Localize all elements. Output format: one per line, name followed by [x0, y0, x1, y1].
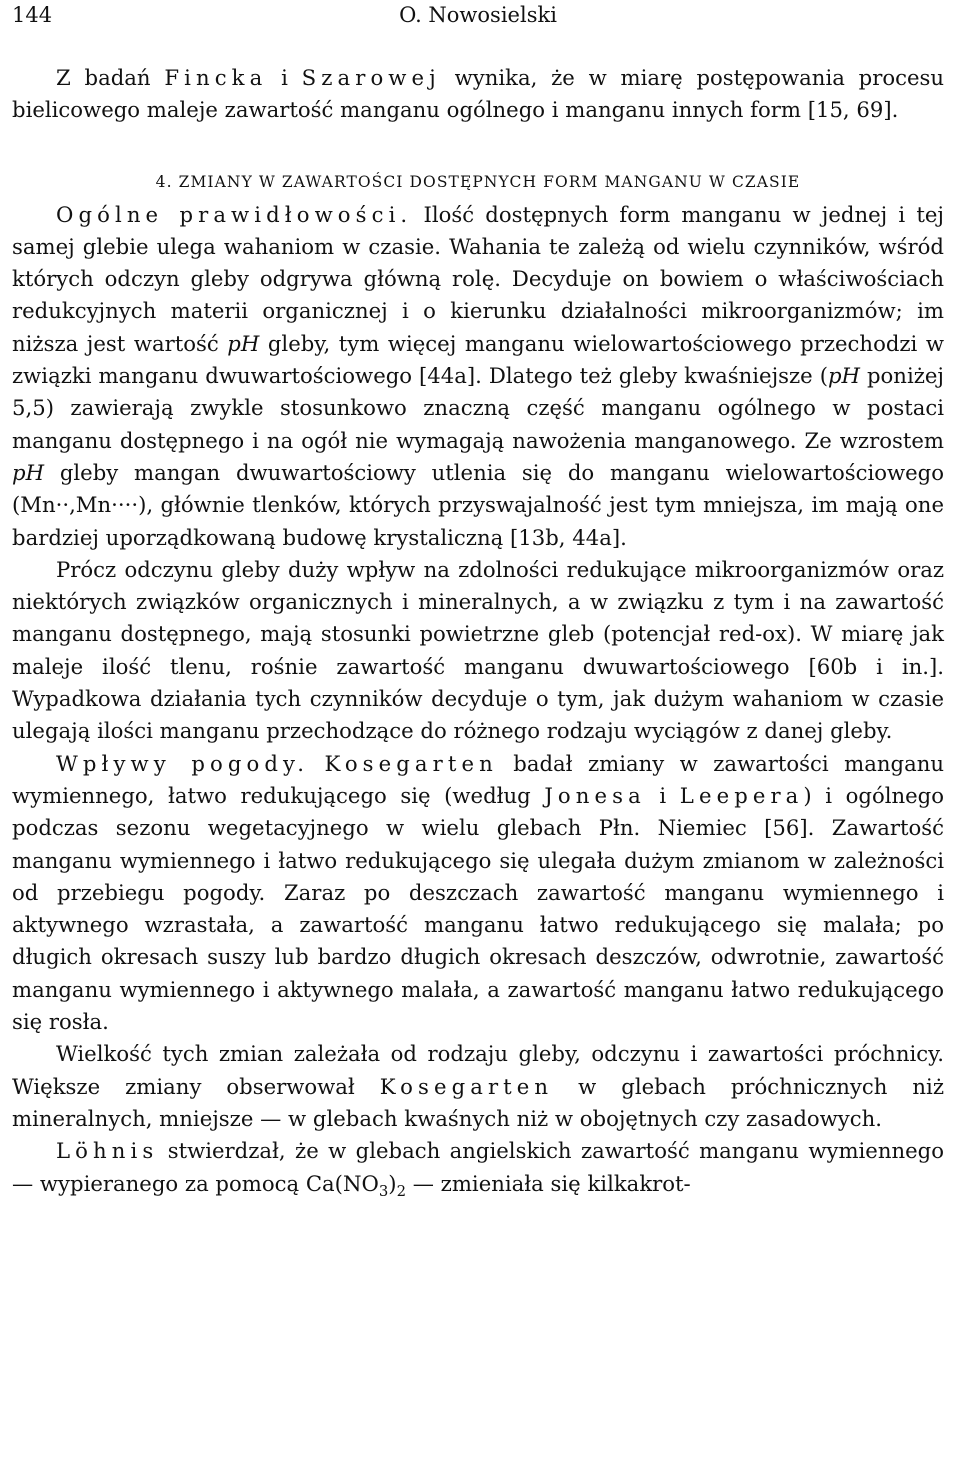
cited-author-szarowej: Szarowej	[301, 65, 441, 90]
paragraph-lohnis: Löhnis stwierdzał, że w glebach angielskich zawartość manganu wymiennego — wypieranego za pomocą $Ca(NO_3)_2$ — zmieniała się kilkakrot-	[12, 1138, 944, 1200]
cited-author-jonesa: Jonesa	[544, 782, 646, 808]
paragraph-weather: Wpływy pogody. Kosegarten badał zmiany w zawartości manganu wymiennego, łatwo redukującego się (według Jonesa i Leepera) i ogólnego podczas sezonu wegetacyjnego w wielu glebach Płn. Niemiec [56]. Zawartość manganu wymiennego i łatwo redukującego się ulegała dużym zmianom w zależności od przebiegu pogody. Zaraz po deszczach zawartość manganu wymiennego i aktywnego wzrastała, a zawartość manganu łatwo redukującego się malała; po długich okresach suszy lub bardzo długich okresach deszczów, odwrotnie, zawartość manganu wymiennego i aktywnego malała, a zawartość manganu łatwo redukującego się rosła.	[12, 750, 944, 1035]
cited-author-fincka: Fincka	[164, 65, 268, 90]
cited-author-kosegarten: Kosegarten	[324, 750, 498, 776]
running-title: O. Nowosielski	[399, 3, 557, 27]
paragraph-lead-general: Ogólne prawidłowości.	[56, 201, 413, 227]
cited-author-kosegarten-2: Kosegarten	[379, 1073, 554, 1099]
intro-paragraph: Z badań Fincka i Szarowej wynika, że w miarę postępowania procesu bielicowego maleje zawartość manganu ogólnego i manganu innych form [15, 69].	[12, 65, 945, 123]
page-number: 144	[12, 3, 53, 27]
paragraph-size-of-changes: Wielkość tych zmian zależała od rodzaju gleby, odczynu i zawartości próchnicy. Większe zmiany obserwował Kosegarten w glebach próchnicznych niż mineralnych, mniejsze — w glebach kwaśnych niż w obojętnych czy zasadowych.	[12, 1041, 944, 1131]
cited-author-lohnis: Löhnis	[56, 1138, 159, 1164]
paragraph-general-rules: Ogólne prawidłowości. Ilość dostępnych form manganu w jednej i tej samej glebie ulega wahaniom w czasie. Wahania te zależą od wielu czynników, wśród których odczyn gleby odgrywa główną rolę. Decyduje on bowiem o właściwościach redukcyjnych materii organicznej i o kierunku działalności mikroorganizmów; im niższa jest wartość pH gleby, tym więcej manganu wielowartościowego przechodzi w związki manganu dwuwartościowego [44a]. Dlatego też gleby kwaśniejsze (pH poniżej 5,5) zawierają zwykle stosunkowo znaczną część manganu ogólnego w postaci manganu dostępnego i na ogół nie wymagają nawożenia manganowego. Ze wzrostem pH gleby mangan dwuwartościowy utlenia się do manganu wielowartościowego (Mn··,Mn····), głównie tlenków, których przyswajalność jest tym mniejsza, im mają one bardziej uporządkowaną budowę krystaliczną [13b, 44a].	[12, 201, 945, 550]
section-heading: 4. ZMIANY W ZAWARTOŚCI DOSTĘPNYCH FORM MANGANU W CZASIE	[155, 172, 801, 191]
body-text	[12, 62, 944, 1200]
paragraph-reduction: Prócz odczynu gleby duży wpływ na zdolności redukujące mikroorganizmów oraz niektórych związków organicznych i mineralnych, a w związku z tym i na zawartość manganu dostępnego, mają stosunki powietrzne gleb (potencjał red-ox). W miarę jak maleje ilość tlenu, rośnie zawartość manganu dwuwartościowego [60b i in.]. Wypadkowa działania tych czynników decyduje o tym, jak dużym wahaniom w czasie ulegają ilości manganu przechodzące do różnego rodzaju wyciągów z danej gleby.	[12, 556, 944, 744]
running-header	[12, 0, 944, 30]
paragraph-lead-weather: Wpływy pogody.	[56, 750, 310, 776]
cited-author-leepera: Leepera	[679, 782, 804, 808]
